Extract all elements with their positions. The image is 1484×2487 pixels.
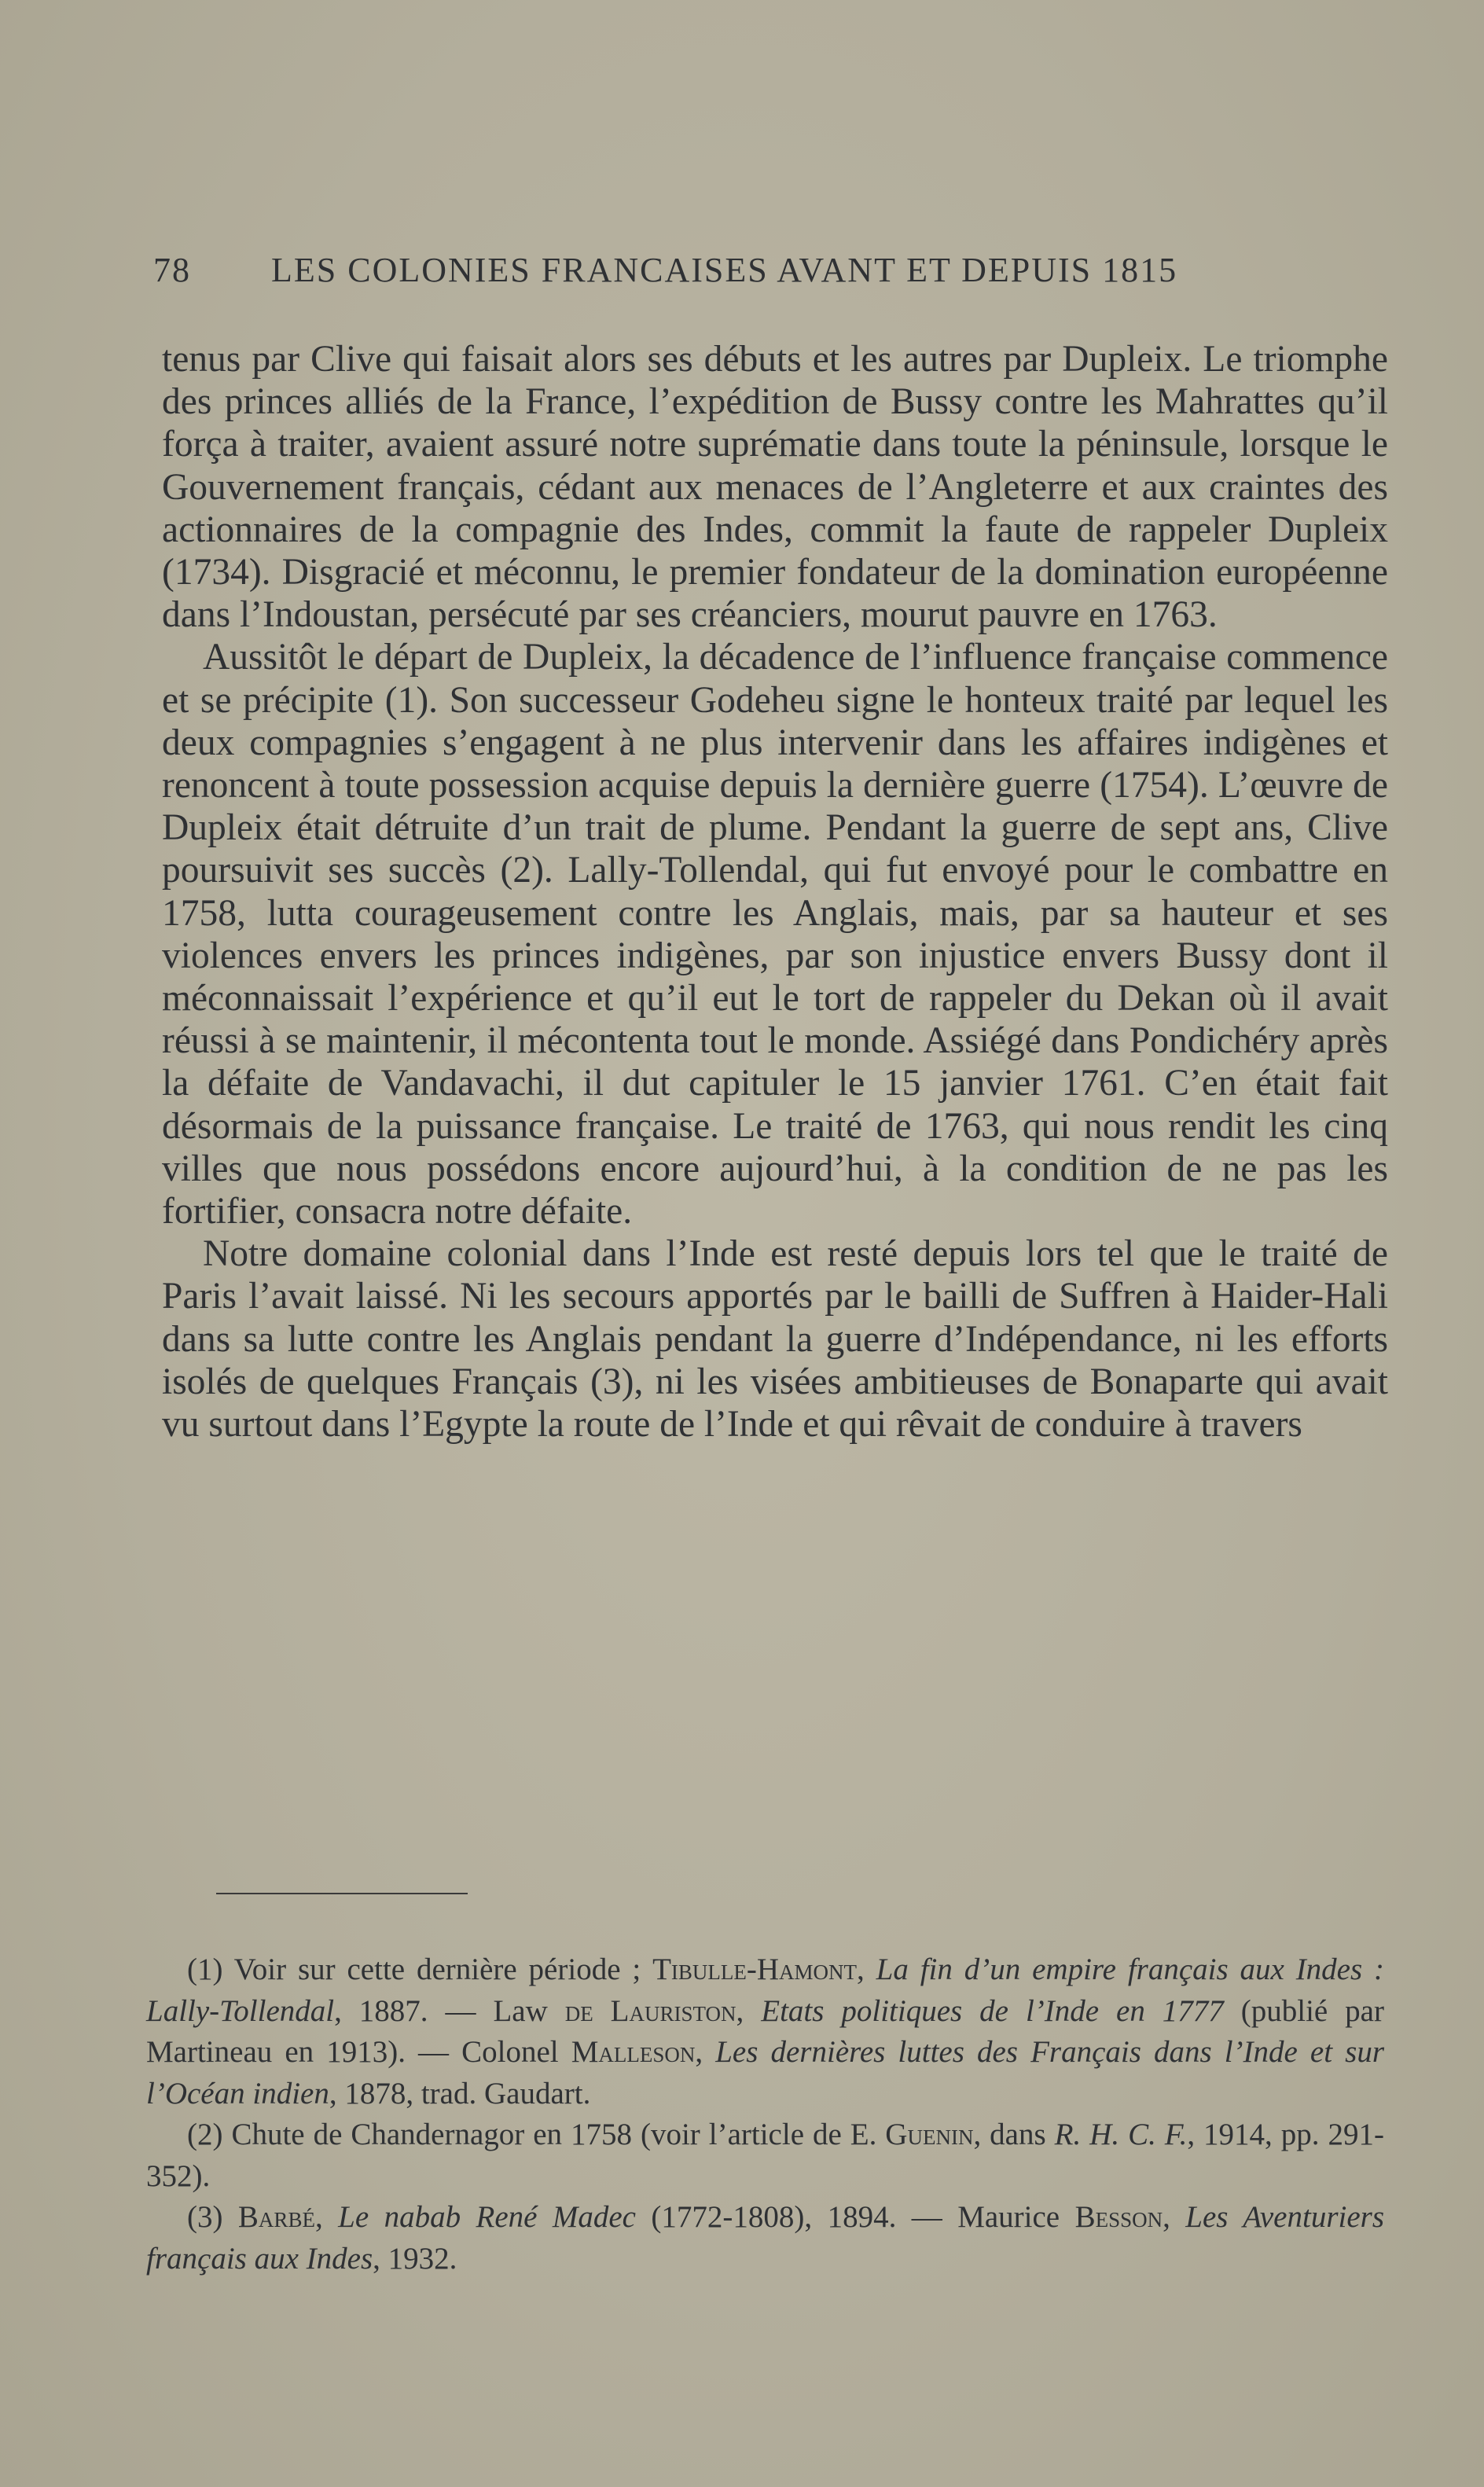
footnote-book-title: La fin d’un empire français aux Indes : Lally-Tollendal bbox=[146, 1952, 1385, 2028]
footnote-text: (3) bbox=[187, 2200, 238, 2234]
footnote-text: , 1887. — Law bbox=[334, 1993, 565, 2028]
footnote-author: Guenin bbox=[885, 2118, 974, 2151]
footnote-text: , 1878, trad. Gaudart. bbox=[329, 2076, 591, 2110]
footnote-text: , bbox=[314, 2200, 339, 2234]
footnote-book-title: Les Aventuriers français aux Indes bbox=[146, 2200, 1385, 2276]
page-header bbox=[153, 250, 1309, 290]
footnote-journal: R. H. C. F. bbox=[1054, 2118, 1188, 2151]
footnote-text: , bbox=[736, 1993, 762, 2028]
footnote-text: , dans bbox=[973, 2118, 1055, 2151]
page-number: 78 bbox=[153, 251, 191, 289]
footnote-book-title: Les dernières luttes des Français dans l’Inde et sur l’Océan indien bbox=[146, 2035, 1385, 2110]
footnote-1 bbox=[146, 1949, 1384, 2114]
footnote-2 bbox=[146, 2114, 1384, 2197]
running-title: LES COLONIES FRANCAISES AVANT ET DEPUIS 1815 bbox=[271, 251, 1178, 289]
footnote-text: (1772-1808), 1894. — Maurice bbox=[636, 2200, 1075, 2234]
paragraph-3: Notre domaine colonial dans l’Inde est resté depuis lors tel que le traité de Paris l’avait laissé. Ni les secours apportés par le bailli de Suffren à Haider-Hali dans sa lutte contre les Anglais pendant la guerre d’Indépendance, ni les efforts isolés de quelques Français (3), ni les visées ambitieuses de Bonaparte qui avait vu surtout dans l’Egypte la route de l’Inde et qui rêvait de conduire à travers bbox=[162, 1233, 1388, 1446]
footnote-book-title: Le nabab René Madec bbox=[338, 2200, 636, 2234]
footnote-author: Barbé bbox=[237, 2200, 315, 2234]
paragraph-2: Aussitôt le départ de Dupleix, la décadence de l’influence française commence et se précipite (1). Son successeur Godeheu signe le honteux traité par lequel les deux compagnies s’engagent à ne plus intervenir dans les affaires indigènes et renoncent à toute possession acquise depuis la dernière guerre (1754). L’œuvre de Dupleix était détruite d’un trait de plume. Pendant la guerre de sept ans, Clive poursuivit ses succès (2). Lally-Tollendal, qui fut envoyé pour le combattre en 1758, lutta courageusement contre les Anglais, mais, par sa hauteur et ses violences envers les princes indigènes, par son injustice envers Bussy dont il méconnaissait l’expérience et qu’il eut le tort de rappeler du Dekan où il avait réussi à se maintenir, il mécontenta tout le monde. Assiégé dans Pondichéry après la défaite de Vandavachi, il dut capituler le 15 janvier 1761. C’en était fait désormais de la puissance française. Le traité de 1763, qui nous rendit les cinq villes que nous possédons encore aujourd’hui, à la condition de ne pas les fortifier, consacra notre défaite. bbox=[162, 637, 1388, 1232]
footnote-author: Malleson bbox=[571, 2035, 696, 2069]
footnote-separator bbox=[216, 1893, 468, 1894]
paragraph-1: tenus par Clive qui faisait alors ses débuts et les autres par Dupleix. Le triomphe des princes alliés de la France, l’expédition de Bussy contre les Mahrattes qu’il força à traiter, avaient assuré notre suprématie dans toute la péninsule, lorsque le Gouvernement français, cédant aux menaces de l’Angleterre et aux craintes des actionnaires de la compagnie des Indes, commit la faute de rappeler Dupleix (1734). Disgracié et méconnu, le premier fondateur de la domination européenne dans l’Indoustan, persécuté par ses créanciers, mourut pauvre en 1763. bbox=[162, 339, 1388, 636]
footnote-book-title: Etats politiques de l’Inde en 1777 bbox=[761, 1993, 1224, 2028]
footnote-author: de Lauriston bbox=[564, 1993, 736, 2028]
footnotes bbox=[146, 1949, 1384, 2279]
footnote-author: Tibulle-Hamont bbox=[652, 1952, 858, 1986]
footnote-text: (publié par Martineau en 1913). — Colonel bbox=[146, 1993, 1384, 2069]
footnote-3 bbox=[146, 2197, 1384, 2279]
footnote-author: Besson bbox=[1074, 2200, 1163, 2234]
footnote-text: , bbox=[1163, 2200, 1186, 2234]
footnote-text: (1) Voir sur cette dernière période ; bbox=[187, 1952, 653, 1986]
footnote-text: , bbox=[857, 1952, 876, 1986]
footnote-text: (2) Chute de Chandernagor en 1758 (voir l’article de E. bbox=[187, 2118, 886, 2151]
footnote-text: , 1932. bbox=[373, 2241, 457, 2276]
footnote-text: , 1914, pp. 291-352). bbox=[146, 2118, 1384, 2193]
main-text bbox=[162, 338, 1388, 1446]
footnote-text: , bbox=[695, 2035, 716, 2069]
